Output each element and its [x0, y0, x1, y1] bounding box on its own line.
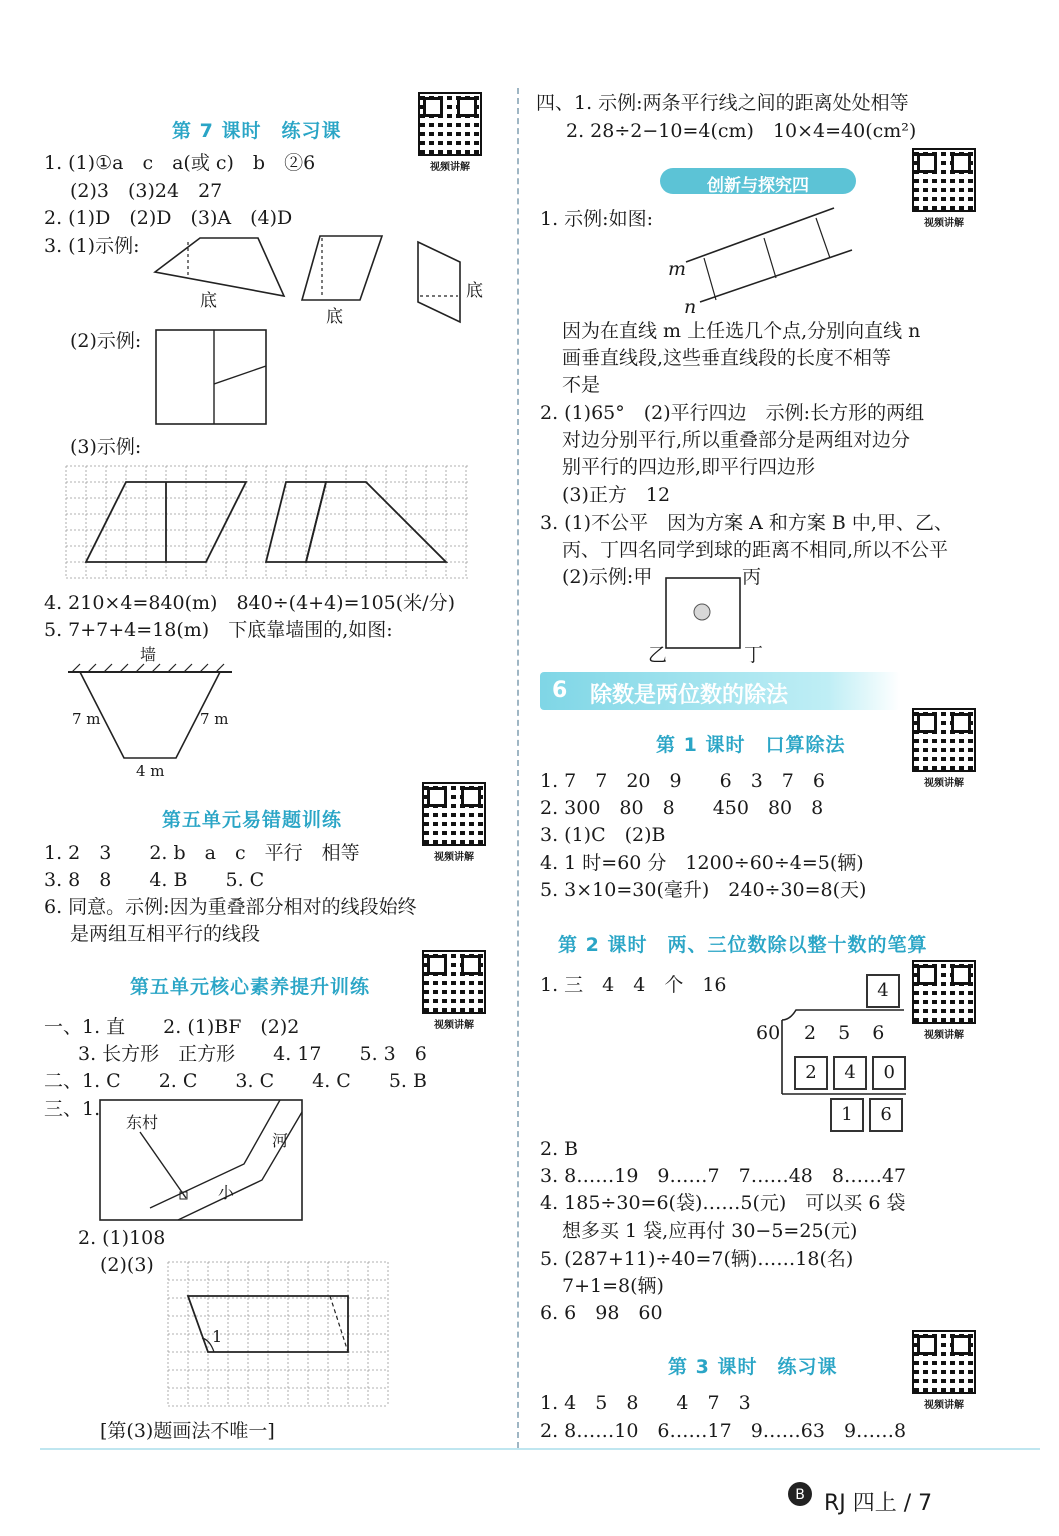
qr-code[interactable] — [912, 708, 976, 789]
answer-line: 3. (1)不公平 因为方案 A 和方案 B 中,甲、乙、 — [540, 512, 953, 534]
answer-line: 丙、丁四名同学到球的距离不相同,所以不公平 — [562, 539, 949, 561]
answer-line: 1. 示例:如图: — [540, 208, 653, 230]
answer-line: 3. 8 8 4. B 5. C — [44, 869, 265, 891]
publisher-logo — [786, 1480, 814, 1512]
qr-code[interactable] — [912, 960, 976, 1041]
section-title-core: 第五单元核心素养提升训练 — [130, 976, 371, 998]
answer-line: 2. 300 80 8 450 80 8 — [540, 797, 824, 819]
answer-line: 2. B — [540, 1138, 579, 1160]
unit-title: 除数是两位数的除法 — [590, 683, 789, 708]
answer-line: (2)(3) — [100, 1254, 154, 1276]
line-n-label: n — [684, 296, 697, 318]
digit-box: 1 — [830, 1098, 864, 1132]
dividend — [804, 1020, 906, 1046]
wall-label: 墙 — [140, 645, 157, 664]
digit-box: 0 — [872, 1056, 906, 1090]
corner-label-yi: 乙 — [648, 644, 668, 666]
section-title-errors: 第五单元易错题训练 — [162, 809, 343, 831]
answer-line: 6. 同意。示例:因为重叠部分相对的线段始终 — [44, 896, 417, 918]
answer-line: (2)3 (3)24 27 — [70, 180, 223, 202]
digit-box: 2 — [794, 1056, 828, 1090]
answer-line: 7+1=8(辆) — [562, 1275, 664, 1297]
digit-box: 4 — [833, 1056, 867, 1090]
answer-line: 4. 1 时=60 分 1200÷60÷4=5(辆) — [540, 852, 864, 874]
answer-line: 想多买 1 袋,应再付 30−5=25(元) — [562, 1220, 858, 1242]
section-title-lesson7: 第 7 课时 练习课 — [172, 120, 342, 142]
answer-line: 2. (1)108 — [78, 1227, 166, 1249]
answer-line: 2. 8……10 6……17 9……63 9……8 — [540, 1420, 907, 1442]
answer-line: 二、1. C 2. C 3. C 4. C 5. B — [44, 1070, 427, 1092]
qr-caption: 视频讲解 — [924, 1400, 964, 1411]
answer-line: 画垂直线段,这些垂直线段的长度不相等 — [562, 347, 892, 369]
answer-line: 3. (1)C (2)B — [540, 824, 666, 846]
answer-line: 2. 28÷2−10=4(cm) 10×4=40(cm²) — [566, 120, 917, 142]
base-label: 底 — [466, 281, 483, 301]
answer-line: (3)正方 12 — [562, 484, 671, 506]
digit: 6 — [872, 1022, 907, 1044]
quotient-box — [866, 974, 900, 1008]
answer-line: 3. 长方形 正方形 4. 17 5. 3 6 — [78, 1043, 427, 1065]
river-label: 河 — [272, 1131, 289, 1150]
corner-label-bing: 丙 — [742, 566, 762, 588]
answer-line: 四、1. 示例:两条平行线之间的距离处处相等 — [536, 92, 909, 114]
section-title-lesson3: 第 3 课时 练习课 — [668, 1356, 838, 1378]
answer-line: 因为在直线 m 上任选几个点,分别向直线 n — [562, 320, 921, 342]
answer-line: 5. 7+7+4=18(m) 下底靠墙围的,如图: — [44, 619, 393, 641]
qr-caption: 视频讲解 — [434, 1020, 474, 1031]
answer-line: 5. 3×10=30(毫升) 240÷30=8(天) — [540, 879, 867, 901]
qr-code-icon — [912, 1330, 976, 1394]
qr-caption: 视频讲解 — [434, 852, 474, 863]
length-label: 4 m — [136, 762, 165, 780]
answer-line: 1. 7 7 20 9 6 3 7 6 — [540, 770, 825, 792]
line-m-label: m — [668, 258, 687, 280]
length-label: 7 m — [72, 710, 101, 728]
answer-line: 对边分别平行,所以重叠部分是两组对边分 — [562, 429, 911, 451]
answer-line: 1. 2 3 2. b a c 平行 相等 — [44, 842, 360, 864]
answer-line: 一、1. 直 2. (1)BF (2)2 — [44, 1016, 300, 1038]
qr-code-icon — [912, 708, 976, 772]
answer-line: 3. (1)示例: — [44, 235, 140, 257]
corner-label-ding: 丁 — [744, 644, 764, 666]
answer-line: 4. 185÷30=6(袋)……5(元) 可以买 6 袋 — [540, 1192, 906, 1214]
base-label: 底 — [200, 291, 217, 311]
qr-caption: 视频讲解 — [924, 1030, 964, 1041]
answer-line: 2. (1)D (2)D (3)A (4)D — [44, 207, 293, 229]
answer-line: 6. 6 98 60 — [540, 1302, 663, 1324]
answer-line: 5. (287+11)÷40=7(辆)……18(名) — [540, 1248, 854, 1270]
qr-caption: 视频讲解 — [924, 218, 964, 229]
divisor: 60 — [756, 1022, 781, 1044]
village-label: 东村 — [126, 1113, 159, 1132]
qr-code[interactable] — [912, 1330, 976, 1411]
answer-line: 1. 三 4 4 个 16 — [540, 974, 727, 996]
answer-line: 1. (1)①a c a(或 c) b ②6 — [44, 152, 316, 174]
unit-number: 6 — [552, 678, 568, 703]
remainder-row — [830, 1098, 903, 1132]
answer-line: (3)示例: — [70, 436, 142, 458]
base-label: 底 — [326, 307, 343, 327]
angle-mark: 1 — [212, 1327, 223, 1346]
digit-box: 6 — [869, 1098, 903, 1132]
unit-banner — [540, 672, 900, 710]
qr-caption: 视频讲解 — [430, 162, 470, 173]
digit: 5 — [838, 1022, 873, 1044]
note-line: [第(3)题画法不唯一] — [100, 1420, 275, 1442]
answer-line: 别平行的四边形,即平行四边形 — [562, 456, 816, 478]
product-row — [794, 1056, 906, 1090]
innovation-label: 创新与探究四 — [707, 176, 809, 196]
answer-line: 是两组互相平行的线段 — [70, 923, 261, 945]
svg-text:B: B — [795, 1487, 805, 1503]
page-number: RJ 四上 / 7 — [824, 1491, 933, 1516]
answer-line: (2)示例: — [70, 330, 142, 352]
footer-rule — [40, 1448, 1040, 1450]
answer-line: 不是 — [562, 374, 601, 396]
answer-line: 1. 4 5 8 4 7 3 — [540, 1392, 751, 1414]
answer-line: (2)示例:甲 — [562, 566, 653, 588]
digit-box: 4 — [866, 974, 900, 1008]
answer-line: 三、1. — [44, 1098, 101, 1120]
small-label: 小 — [218, 1183, 235, 1202]
qr-caption: 视频讲解 — [924, 778, 964, 789]
section-title-lesson2: 第 2 课时 两、三位数除以整十数的笔算 — [558, 934, 928, 956]
digit: 2 — [804, 1022, 839, 1044]
section-title-lesson1: 第 1 课时 口算除法 — [656, 734, 846, 756]
answer-line: 3. 8……19 9……7 7……48 8……47 — [540, 1165, 907, 1187]
answer-line: 4. 210×4=840(m) 840÷(4+4)=105(米/分) — [44, 592, 455, 614]
answer-line: 2. (1)65° (2)平行四边 示例:长方形的两组 — [540, 402, 925, 424]
length-label: 7 m — [200, 710, 229, 728]
qr-code-icon — [912, 960, 976, 1024]
